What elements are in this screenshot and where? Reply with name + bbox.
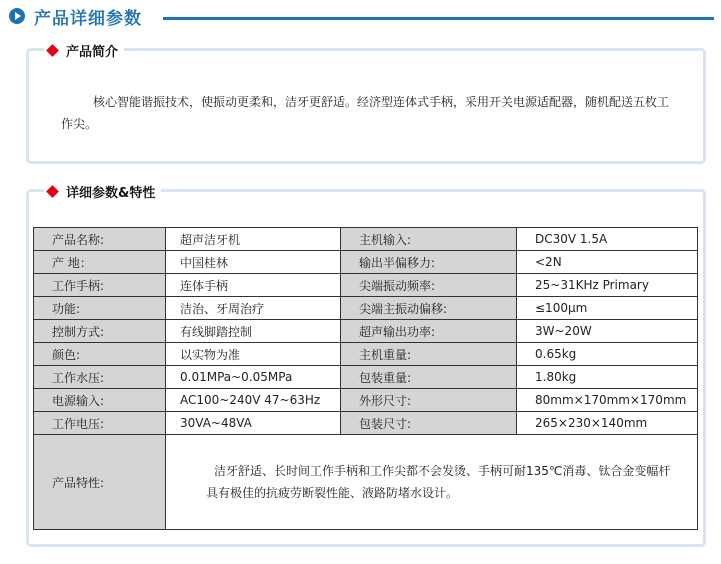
feature-label: 产品特性:: [34, 435, 166, 530]
page-header: [0, 0, 721, 34]
param-label: 超声输出功率:: [341, 320, 517, 343]
header-divider: [163, 17, 714, 20]
params-heading-text: 详细参数&特性: [66, 185, 156, 201]
param-label: 产品名称:: [34, 228, 166, 251]
param-value: 连体手柄: [166, 274, 341, 297]
param-label: 主机输入:: [341, 228, 517, 251]
table-row: [34, 320, 698, 343]
param-value: 3W~20W: [517, 320, 698, 343]
table-row: [34, 274, 698, 297]
param-value: 0.01MPa~0.05MPa: [166, 366, 341, 389]
param-label: 工作电压:: [34, 412, 166, 435]
param-label: 尖端主振动偏移:: [341, 297, 517, 320]
param-label: 电源输入:: [34, 389, 166, 412]
table-row: [34, 228, 698, 251]
param-label: 功能:: [34, 297, 166, 320]
param-value: 265×230×140mm: [517, 412, 698, 435]
feature-row: [34, 435, 698, 530]
params-heading: [44, 181, 161, 201]
table-row: [34, 389, 698, 412]
param-value: AC100~240V 47~63Hz: [166, 389, 341, 412]
param-value: 中国桂林: [166, 251, 341, 274]
param-value: 1.80kg: [517, 366, 698, 389]
param-value: ≤100μm: [517, 297, 698, 320]
param-value: 以实物为准: [166, 343, 341, 366]
param-label: 产 地：: [34, 251, 166, 274]
table-row: [34, 343, 698, 366]
diamond-bullet-icon: [46, 185, 59, 198]
params-table: [33, 227, 698, 530]
param-value: 0.65kg: [517, 343, 698, 366]
diamond-bullet-icon: [46, 44, 59, 57]
param-label: 控制方式:: [34, 320, 166, 343]
param-value: 洁治、牙周治疗: [166, 297, 341, 320]
table-row: [34, 412, 698, 435]
param-value: 25~31KHz Primary: [517, 274, 698, 297]
param-label: 颜色:: [34, 343, 166, 366]
param-label: 包装重量:: [341, 366, 517, 389]
table-row: [34, 251, 698, 274]
intro-heading-text: 产品简介: [66, 44, 119, 60]
param-value: 80mm×170mm×170mm: [517, 389, 698, 412]
param-label: 尖端振动频率:: [341, 274, 517, 297]
table-row: [34, 297, 698, 320]
table-row: [34, 366, 698, 389]
param-label: 工作水压:: [34, 366, 166, 389]
intro-text: 核心智能谐振技术，使振动更柔和，洁牙更舒适。经济型连体式手柄，采用开关电源适配器，随机配送五枚工作尖。: [61, 95, 670, 131]
param-label: 包装尺寸:: [341, 412, 517, 435]
param-value: 30VA~48VA: [166, 412, 341, 435]
param-value: DC30V 1.5A: [517, 228, 698, 251]
param-label: 输出半偏移力:: [341, 251, 517, 274]
page-title: 产品详细参数: [34, 9, 142, 29]
feature-text: 洁牙舒适、长时间工作手柄和工作尖都不会发烫、手柄可耐135℃消毒、钛合金变幅杆具有极佳的抗疲劳断裂性能、液路防堵水设计。: [166, 435, 698, 530]
param-value: <2N: [517, 251, 698, 274]
param-value: 有线脚踏控制: [166, 320, 341, 343]
param-label: 外形尺寸:: [341, 389, 517, 412]
param-label: 主机重量:: [341, 343, 517, 366]
param-value: 超声洁牙机: [166, 228, 341, 251]
intro-heading: [44, 40, 124, 60]
param-label: 工作手柄:: [34, 274, 166, 297]
intro-section: [26, 44, 706, 164]
play-circle-icon: [9, 8, 25, 24]
